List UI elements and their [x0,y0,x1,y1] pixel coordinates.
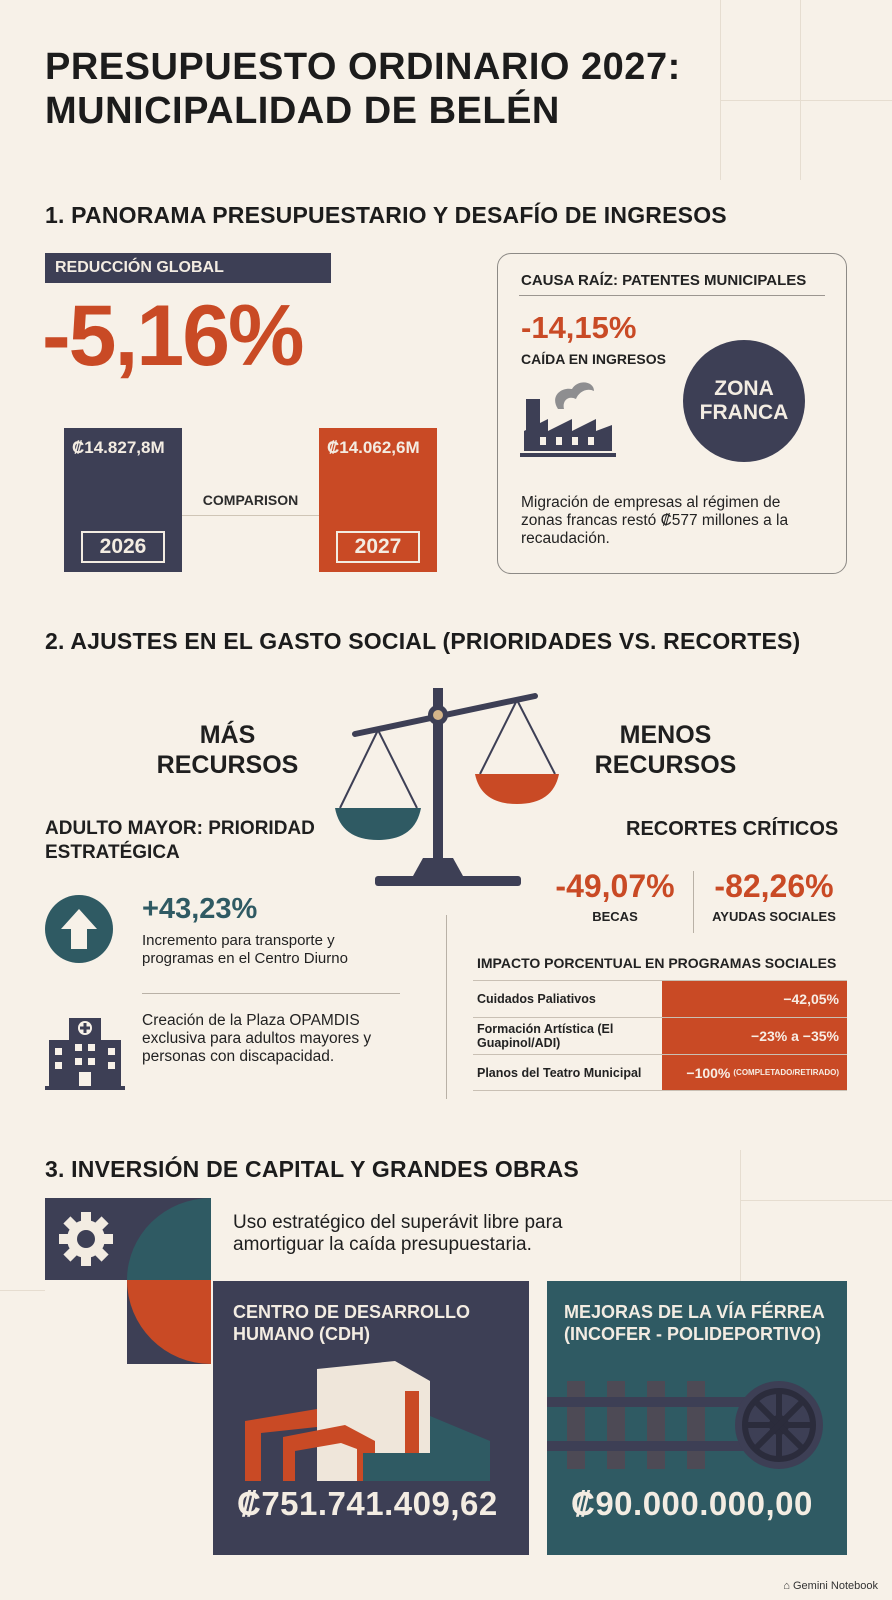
table-cell-program: Formación Artística (El Guapinol/ADI) [477,1022,614,1050]
social-programs-table [473,980,847,1091]
cause-divider [519,295,825,296]
building-icon [245,1361,495,1481]
cuts-divider [693,871,694,933]
teal-quarter-shape [127,1198,211,1280]
more-resources-heading: MÁS RECURSOS [156,721,299,779]
project-card-via-ferrea [547,1281,847,1555]
comparison-line [182,515,319,516]
zona-franca-badge [683,340,805,462]
table-cell-impact [662,1055,847,1090]
table-cell-program: Cuidados Paliativos [477,992,596,1006]
impact-value: −23% a −35% [751,1028,839,1044]
section-1-heading: 1. PANORAMA PRESUPUESTARIO Y DESAFÍO DE INGRESOS [45,202,727,228]
surplus-text: Uso estratégico del superávit libre para amortiguar la caída presupuestaria. [233,1212,563,1255]
gear-block [45,1198,127,1280]
project-title: CENTRO DE DESARROLLO HUMANO (CDH) [233,1302,471,1344]
bar-2026 [64,428,182,572]
section-2-heading: 2. AJUSTES EN EL GASTO SOCIAL (PRIORIDADES VS. RECORTES) [45,628,801,654]
cause-description: Migración de empresas al régimen de zonas francas restó ₡577 millones a la recaudación. [521,494,789,547]
bg-line [0,1290,45,1291]
bar-2027-year: 2027 [336,531,420,563]
cut-becas [540,868,690,924]
global-reduction-value: -5,16% [42,288,303,384]
project-card-cdh [213,1281,529,1555]
table-cell-impact [662,981,847,1017]
factory-icon [520,375,620,481]
page-title: PRESUPUESTO ORDINARIO 2027: MUNICIPALIDAD DE BELÉN [45,46,681,132]
cut-ayudas [700,868,848,924]
table-heading: IMPACTO PORCENTUAL EN PROGRAMAS SOCIALES [477,955,837,971]
project-amount: ₡751.741.409,62 [237,1485,498,1522]
table-row [473,1017,847,1054]
project-title: MEJORAS DE LA VÍA FÉRREA (INCOFER - POLIDEPORTIVO) [564,1302,825,1344]
bar-2026-year: 2026 [81,531,165,563]
priority-heading: ADULTO MAYOR: PRIORIDAD ESTRATÉGICA [45,818,315,863]
gear-icon [45,1198,127,1280]
impact-value: −100% [686,1064,731,1081]
hospital-icon [45,1012,125,1090]
notebook-icon: ⌂ [783,1580,790,1592]
plaza-description: Creación de la Plaza OPAMDIS exclusiva para adultos mayores y personas con discapacidad. [142,1012,372,1065]
table-cell-impact [662,1018,847,1054]
arrow-up-icon [45,895,113,963]
bar-2027-amount: ₡14.062,6M [327,438,420,457]
footer-credit [783,1580,878,1592]
cut-ayudas-label: AYUDAS SOCIALES [712,909,836,924]
table-cell-program: Planos del Teatro Municipal [477,1065,642,1080]
cause-pct: -14,15% [521,310,637,345]
comparison-label: COMPARISON [202,492,299,508]
cut-becas-label: BECAS [592,909,638,924]
impact-value: −42,05% [783,991,839,1007]
table-row [473,980,847,1017]
global-reduction-label: REDUCCIÓN GLOBAL [45,253,331,283]
bg-line [740,1200,892,1201]
balance-scale-icon [335,680,560,892]
impact-note: (COMPLETADO/RETIRADO) [733,1068,839,1077]
divider [142,993,400,994]
table-row [473,1054,847,1091]
cut-becas-pct: -49,07% [555,868,675,904]
increase-description: Incremento para transporte y programas en el Centro Diurno [142,932,348,967]
increase-pct: +43,23% [142,893,258,925]
project-amount: ₡90.000.000,00 [571,1485,813,1522]
railway-wheel-icon [547,1371,847,1481]
cuts-heading: RECORTES CRÍTICOS [626,818,839,840]
footer-text: Gemini Notebook [793,1580,878,1592]
cause-heading: CAUSA RAÍZ: PATENTES MUNICIPALES [521,272,807,289]
cut-ayudas-pct: -82,26% [714,868,834,904]
section-3-heading: 3. INVERSIÓN DE CAPITAL Y GRANDES OBRAS [45,1156,579,1182]
cause-sub: CAÍDA EN INGRESOS [521,351,666,367]
vertical-divider [446,915,447,1099]
bar-2027 [319,428,437,572]
less-resources-heading: MENOS RECURSOS [594,721,737,779]
bar-2026-amount: ₡14.827,8M [72,438,165,457]
zona-franca-text: ZONA FRANCA [699,377,789,424]
orange-quarter-shape [127,1280,211,1364]
